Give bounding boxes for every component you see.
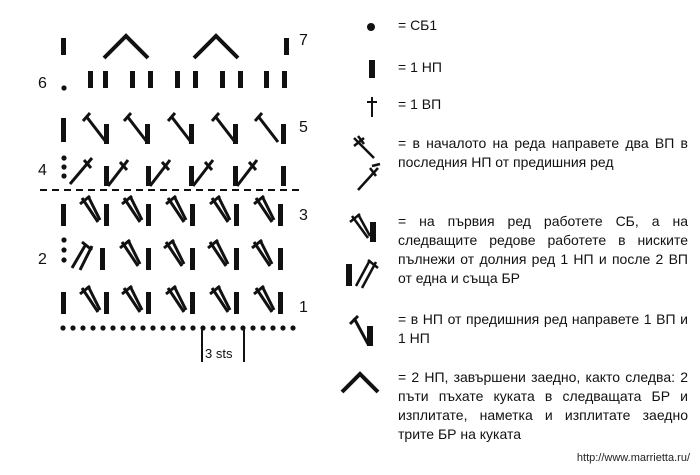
chain-icon [340, 95, 388, 119]
double-crochet-icon [340, 58, 388, 82]
legend-item-row-start [340, 134, 690, 194]
decrease-icon [340, 368, 388, 398]
first-row-icon [340, 212, 388, 292]
legend-text: = в началото на реда направете два ВП в последния НП от предишния ред [398, 135, 688, 170]
row-number-1: 1 [299, 299, 308, 316]
source-watermark: http://www.marrietta.ru/ [576, 452, 690, 464]
row-number-2: 2 [38, 251, 47, 268]
row-number-3: 3 [299, 207, 308, 224]
legend-item-chain [340, 95, 690, 119]
row-7 [61, 36, 289, 58]
row-2 [61, 237, 283, 270]
row-4 [61, 155, 286, 186]
legend-item-decrease [340, 368, 690, 458]
legend-text: = СБ1 [398, 17, 438, 33]
legend-item-slip-stitch [340, 16, 690, 40]
row-6 [61, 71, 287, 91]
row-start-icon [340, 134, 388, 196]
legend-item-double-crochet [340, 58, 690, 82]
legend-text: = 2 НП, завършени заедно, както следва: 2 пъти пъхате куката в следващата БР и изплитате, наметка и изплитате заедно трите БР на куката [398, 369, 688, 442]
row-1 [61, 286, 283, 314]
row-number-4: 4 [38, 162, 47, 179]
dot-icon [340, 16, 388, 40]
stitch-chart [0, 0, 330, 470]
legend-text: = в НП от предишния ред направете 1 ВП и 1 НП [398, 311, 688, 346]
row-number-5: 5 [299, 119, 308, 136]
foundation-chain [60, 325, 295, 330]
row-5 [61, 113, 286, 144]
row-3 [61, 196, 283, 226]
repeat-label: 3 sts [205, 346, 233, 361]
legend-text: = на първия ред работете СБ, а на следващите редове работете в ниските пълнежи от долния ред 1 НП и после 2 ВП от една и съща БР [398, 213, 688, 286]
row-number-6: 6 [38, 75, 47, 92]
legend-text: = 1 НП [398, 59, 442, 75]
legend-item-v-stitch [340, 310, 690, 352]
legend-item-first-row [340, 212, 690, 292]
stitch-chart-graphic [0, 0, 330, 470]
v-stitch-icon [340, 310, 388, 352]
row-number-7: 7 [299, 32, 308, 49]
legend-text: = 1 ВП [398, 96, 442, 112]
